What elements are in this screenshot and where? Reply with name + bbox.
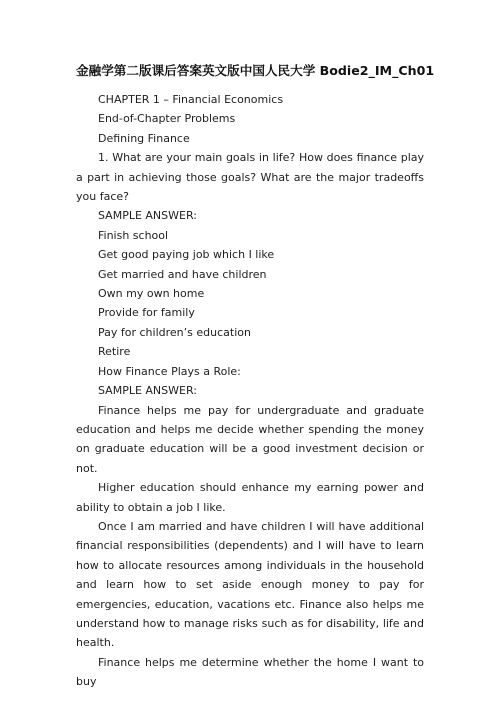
- question-text: 1. What are your main goals in life? How does finance play a part in achieving those goals? What are the major tradeoffs you face?: [76, 151, 424, 204]
- goal-item: Provide for family: [98, 306, 195, 320]
- answer-paragraph: Finance helps me determine whether the home I want to buy: [76, 655, 424, 689]
- sample-answer-label: SAMPLE ANSWER:: [98, 209, 197, 223]
- section-heading: End-of-Chapter Problems: [98, 112, 236, 126]
- goal-item: Get good paying job which I like: [98, 248, 275, 262]
- role-heading: How Finance Plays a Role:: [98, 364, 241, 378]
- answer-paragraph: Higher education should enhance my earning power and ability to obtain a job I like.: [76, 481, 424, 514]
- sample-answer-label: SAMPLE ANSWER:: [98, 384, 197, 398]
- answer-paragraph: Once I am married and have children I will have additional financial responsibilities (dependents) and I will have to learn how to allocate resources among individuals in the household and learn how to set aside enough money to pay for emergencies, education, vacations etc. Finance also helps me understand how to manage risks such as for disability, life and health.: [76, 519, 424, 650]
- goal-item: Pay for children’s education: [98, 325, 251, 339]
- answer-paragraph: Finance helps me pay for undergraduate and graduate education and helps me decide whether spending the money on graduate education will be a good investment decision or not.: [76, 403, 424, 475]
- document-title: 金融学第二版课后答案英文版中国人民大学 Bodie2_IM_Ch01: [76, 63, 435, 78]
- subsection-heading: Defining Finance: [98, 131, 190, 145]
- goal-item: Get married and have children: [98, 267, 267, 281]
- goal-item: Own my own home: [98, 287, 205, 301]
- goal-item: Finish school: [98, 228, 169, 242]
- chapter-heading: CHAPTER 1 – Financial Economics: [98, 93, 284, 106]
- goal-item: Retire: [98, 345, 131, 359]
